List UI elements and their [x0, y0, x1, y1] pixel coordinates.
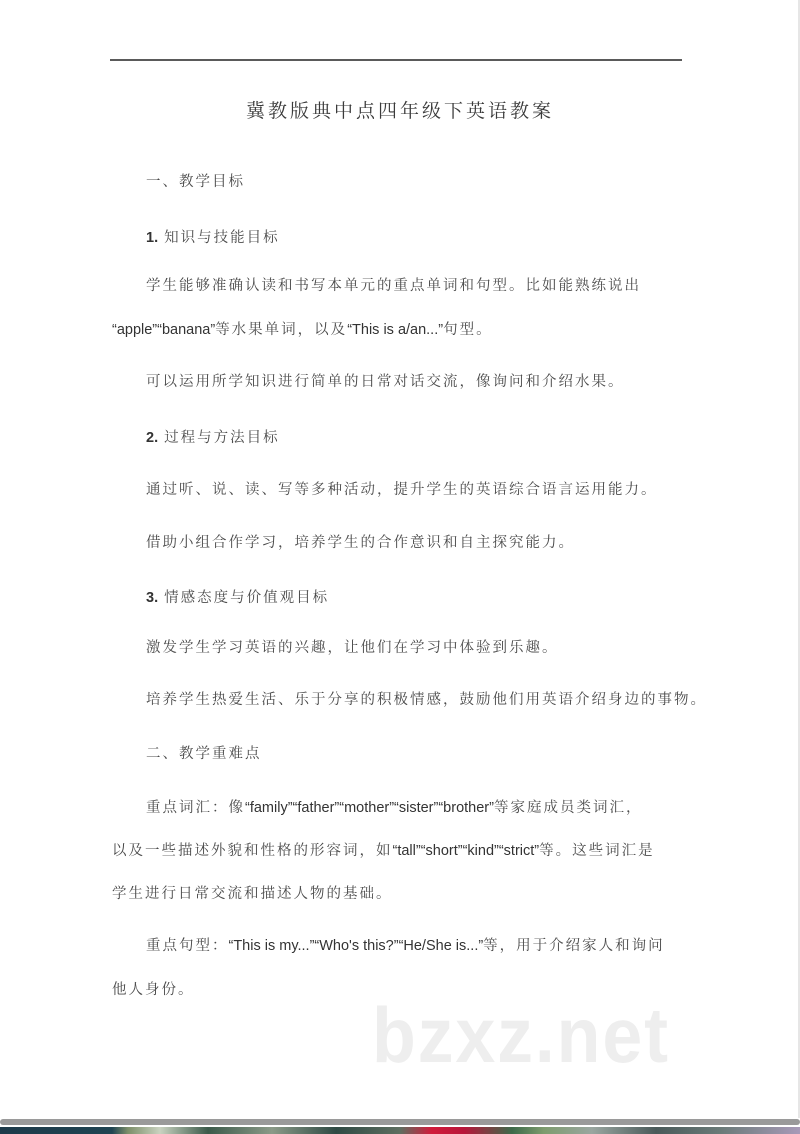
english-words: “apple”“banana”	[112, 322, 216, 338]
text-run: 重点词汇：像	[146, 800, 245, 816]
paragraph: 通过听、说、读、写等多种活动，提升学生的英语综合语言运用能力。	[146, 482, 658, 498]
subheading-number: 2.	[146, 430, 159, 446]
subheading-number: 3.	[146, 590, 159, 606]
subheading-emotion-values	[146, 588, 329, 608]
text-run: 等家庭成员类词汇，	[493, 800, 643, 816]
text-run: 等水果单词，以及	[215, 322, 348, 338]
header-rule	[110, 59, 682, 61]
subheading-process-methods	[146, 428, 280, 448]
subheading-text: 情感态度与价值观目标	[164, 590, 330, 606]
subheading-knowledge-skills	[146, 228, 280, 248]
paragraph: 培养学生热爱生活、乐于分享的积极情感，鼓励他们用英语介绍身边的事物。	[146, 692, 707, 708]
subheading-number: 1.	[146, 230, 159, 246]
paragraph-continued	[112, 320, 493, 340]
subheading-text: 过程与方法目标	[164, 430, 280, 446]
text-run: 重点句型：	[146, 938, 229, 954]
section-heading-goals: 一、教学目标	[146, 174, 245, 190]
text-run: 句型。	[443, 322, 493, 338]
english-words: “tall”“short”“kind”“strict”	[392, 843, 540, 859]
english-words: “family”“father”“mother”“sister”“brother”	[245, 800, 494, 816]
section-heading-key-points: 二、教学重难点	[146, 746, 262, 762]
text-run: 等，用于介绍家人和询问	[483, 938, 665, 954]
english-sentence: “This is a/an...”	[347, 322, 444, 338]
watermark: bzxz.net	[372, 991, 670, 1079]
paragraph	[146, 798, 642, 818]
subheading-text: 知识与技能目标	[164, 230, 280, 246]
paragraph: 学生能够准确认读和书写本单元的重点单词和句型。比如能熟练说出	[146, 278, 641, 294]
paragraph	[146, 936, 665, 956]
document-title: 冀教版典中点四年级下英语教案	[245, 100, 554, 122]
paragraph-continued: 他人身份。	[112, 982, 195, 998]
horizontal-scrollbar[interactable]	[0, 1119, 800, 1125]
paragraph: 激发学生学习英语的兴趣，让他们在学习中体验到乐趣。	[146, 640, 559, 656]
paragraph: 借助小组合作学习，培养学生的合作意识和自主探究能力。	[146, 535, 575, 551]
text-run: 以及一些描述外貌和性格的形容词，如	[112, 843, 393, 859]
english-sentences: “This is my...”“Who's this?”“He/She is...”	[228, 938, 484, 954]
paragraph-continued	[112, 841, 655, 861]
paragraph: 可以运用所学知识进行简单的日常对话交流，像询问和介绍水果。	[146, 374, 625, 390]
paragraph-continued: 学生进行日常交流和描述人物的基础。	[112, 886, 393, 902]
background-image-strip	[0, 1127, 800, 1134]
text-run: 等。这些词汇是	[539, 843, 655, 859]
